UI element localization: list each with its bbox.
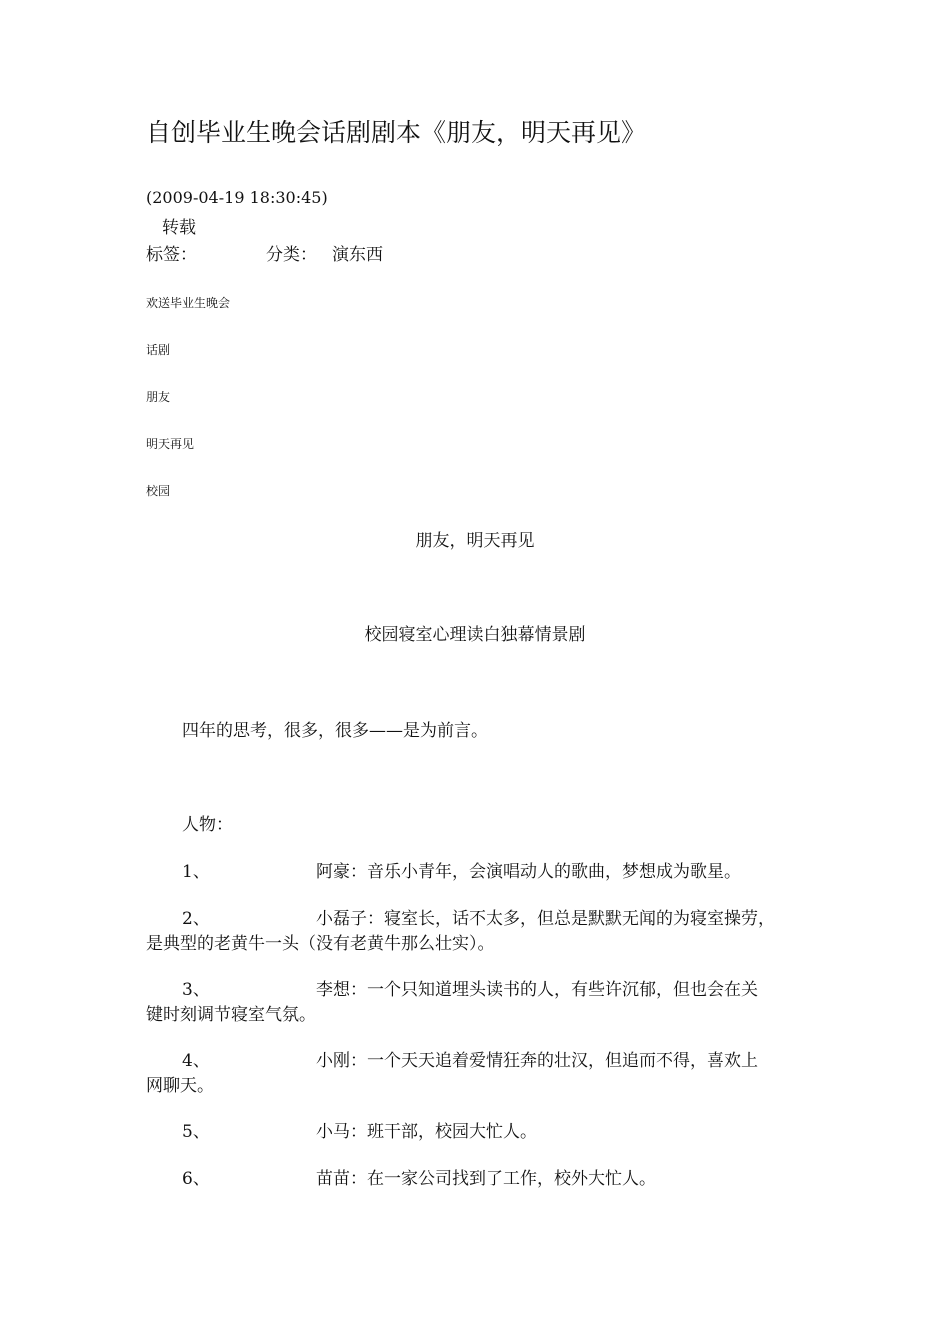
category-value: 演东西 [332,245,383,265]
character-description-cont: 键时刻调节寝室气氛。 [146,1005,316,1025]
tags-label: 标签： [146,245,197,265]
play-subtitle: 校园寝室心理读白独幕情景剧 [364,625,586,645]
tag-item: 话剧 [146,343,171,357]
page-title: 自创毕业生晚会话剧剧本《朋友，明天再见》 [146,118,647,147]
character-description-cont: 网聊天。 [146,1076,214,1096]
character-description: 小刚：一个天天追着爱情狂奔的壮汉，但追而不得，喜欢上 [316,1051,758,1071]
character-description: 苗苗：在一家公司找到了工作，校外大忙人。 [316,1169,656,1189]
play-title: 朋友，明天再见 [415,531,535,551]
tag-item: 欢送毕业生晚会 [146,296,231,310]
post-date: (2009-04-19 18:30:45) [146,188,328,207]
category-label: 分类： [266,245,317,265]
preface-text: 四年的思考，很多，很多——是为前言。 [182,721,488,741]
character-number: 1、 [182,862,210,882]
character-number: 3、 [182,980,210,1000]
character-description: 小马：班干部，校园大忙人。 [316,1122,537,1142]
character-description-cont: 是典型的老黄牛一头（没有老黄牛那么壮实）。 [146,934,495,954]
character-description: 李想：一个只知道埋头读书的人，有些许沉郁，但也会在关 [316,980,758,1000]
tag-item: 明天再见 [146,437,195,451]
character-description: 小磊子：寝室长，话不太多，但总是默默无闻的为寝室操劳， [316,909,775,929]
repost-label: 转载 [162,218,196,238]
tag-item: 朋友 [146,390,171,404]
characters-label: 人物： [182,815,233,835]
character-number: 6、 [182,1169,210,1189]
tag-item: 校园 [146,484,171,498]
character-number: 2、 [182,909,210,929]
character-number: 4、 [182,1051,210,1071]
character-number: 5、 [182,1122,210,1142]
character-description: 阿豪：音乐小青年，会演唱动人的歌曲，梦想成为歌星。 [316,862,741,882]
